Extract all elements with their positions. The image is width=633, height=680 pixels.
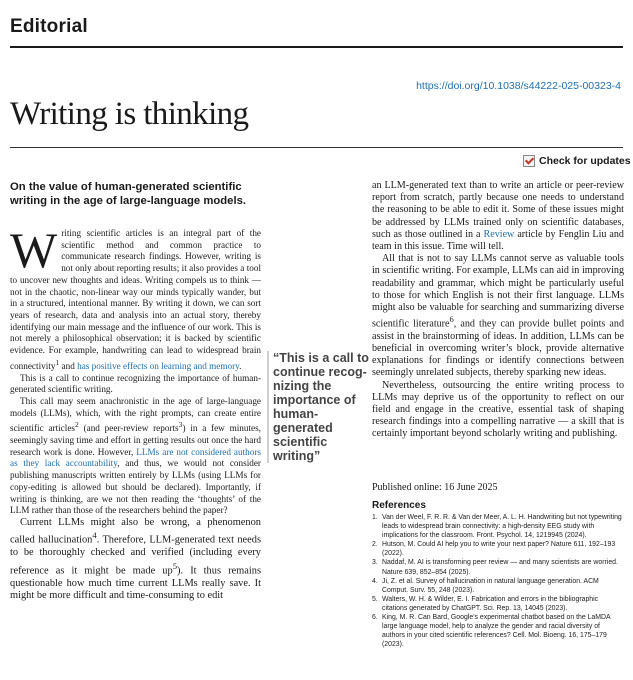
citation-6[interactable]: 6: [449, 315, 454, 325]
paragraph-7: Nevertheless, outsourcing the entire writing process to LLMs may deprive us of the opportunity to reflect on our field and engage in the creative, essential task of shaping research findings into a compelling narrative — a skill that is certainly important beyond scholarly writing and publishing.: [372, 379, 624, 440]
reference-item[interactable]: 6. King, M. R. Can Bard, Google’s experimental chatbot based on the LaMDA large language model, help to analyze the gender and racial diversity of authors in your cited scientific references? Cell. Mol. Bioeng. 16, 175–179 (2023).: [372, 614, 611, 649]
citation-3[interactable]: 3: [178, 420, 183, 430]
citation-5[interactable]: 5: [172, 560, 178, 571]
section-label: Editorial: [10, 16, 88, 37]
reference-item[interactable]: 2. Hutson, M. Could AI help you to write your next paper? Nature 611, 192–193 (2022).: [372, 541, 616, 558]
check-updates-label: Check for updates: [539, 155, 631, 167]
paragraph-6: All that is not to say LLMs cannot serve as valuable tools in scientific writing. For example, LLMs can aid in improving readability and grammar, which might be particularly useful to those for which English is not their first language. LLMs might also be valuable for searching and summarizing diverse scientific literature$^6$, and they can provide bullet points and assist in the brainstorming of ideas. In addition, LLMs can be beneficial in overcoming writer’s block, provide alternative explanations for findings or identify connections between seemingly unrelated subjects, thereby sparking new ideas.: [372, 253, 624, 379]
published-date: Published online: 16 June 2025: [372, 482, 498, 493]
link-llm-authors[interactable]: LLMs are not considered authors as they lack accountability: [10, 446, 261, 469]
check-for-updates-button[interactable]: [523, 155, 631, 167]
citation-1[interactable]: 1: [55, 357, 60, 367]
paragraph-5: an LLM-generated text than to write an article or peer-review report from scratch, partly because one needs to understand the reasoning to be able to edit it. Some of these issues might be addressed by LLMs trained only on scientific databases, such as those outlined in a Review article by Fenglin Liu and team in this issue. Time will tell.: [372, 180, 624, 253]
link-learning-memory[interactable]: has positive effects on learning and memory: [77, 360, 240, 371]
check-updates-icon: [523, 155, 535, 167]
paragraph-2: This is a call to continue recognizing the importance of human-generated scientific writing.: [10, 372, 261, 395]
standfirst: On the value of human-generated scientific writing in the age of large-language models.: [10, 181, 247, 207]
reference-item[interactable]: 4. Ji, Z. et al. Survey of hallucination in natural language generation. ACM Comput. Surv. 55, 248 (2023).: [372, 577, 599, 594]
article-title: Writing is thinking: [10, 96, 249, 132]
paragraph-4: Current LLMs might also be wrong, a phenomenon called hallucination$^4$. Therefore, LLM-generated text needs to be thoroughly checked and verified (including every reference as it might be made $up^5$). It thus remains questionable how much time current LLMs really save. It might be more difficult and time-consuming to edit: [10, 517, 261, 601]
pull-quote: “This is a call to continue recog-nizing the importance of human-generated scientific writing”: [267, 351, 371, 463]
citation-2[interactable]: 2: [74, 420, 79, 430]
doi-link[interactable]: https://doi.org/10.1038/s44222-025-00323-4: [416, 80, 621, 92]
reference-item[interactable]: 3. Naddaf, M. AI is transforming peer review — and many scientists are worried. Nature 639, 852–854 (2025).: [372, 559, 618, 576]
citation-4[interactable]: 4: [92, 530, 97, 541]
paragraph-1: Writing scientific articles is an integral part of the scientific method and common practice to communicate research findings. However, writing is not only about reporting results; it also provides a tool to uncover new thoughts and ideas. Writing compels us to think — not in the chaotic, non-linear way our minds typically wander, but in a structured, intentional manner. By writing it down, we can sort years of research, data and analysis into an actual story, thereby identifying our main message and the influence of our work. This is not merely a philosophical observation; it is backed by scientific evidence. For example, handwriting can lead to widespread brain connectivity$^1$ and has positive effects on learning and memory.: [10, 222, 261, 371]
title-rule: [10, 147, 623, 148]
article-column-1: [10, 222, 261, 602]
references-list: [372, 513, 624, 649]
drop-cap: W: [10, 222, 58, 278]
paragraph-3: This call may seem anachronistic in the age of large-language models (LLMs), which, with the right prompts, can create entire scientific articles$^2$ (and peer-review reports$^3$) in a few minutes, seemingly saving time and effort in getting results out once the hard research work is done. However, LLMs are not considered authors as they lack accountability, and thus, we would not consider publishing manuscripts written entirely by LLMs (using LLMs for copy-editing is allowed but should be declared). Importantly, if writing is thinking, are we not then reading the ‘thoughts’ of the LLM rather than those of the researchers behind the paper?: [10, 395, 261, 516]
header-rule: [10, 46, 623, 48]
article-column-2: [372, 180, 624, 441]
link-review[interactable]: Review: [483, 228, 515, 240]
reference-item[interactable]: 5. Walters, W. H. & Wilder, E. I. Fabrication and errors in the bibliographic citations generated by ChatGPT. Sci. Rep. 13, 14045 (2023).: [372, 595, 599, 612]
references-heading: References: [372, 500, 426, 511]
reference-item[interactable]: 1. Van der Weel, F. R. R. & Van der Meer, A. L. H. Handwriting but not typewriting leads to widespread brain connectivity: a high-density EEG study with implications for the classroom. Front. Psychol. 14, 1219945 (2024).: [372, 514, 622, 540]
